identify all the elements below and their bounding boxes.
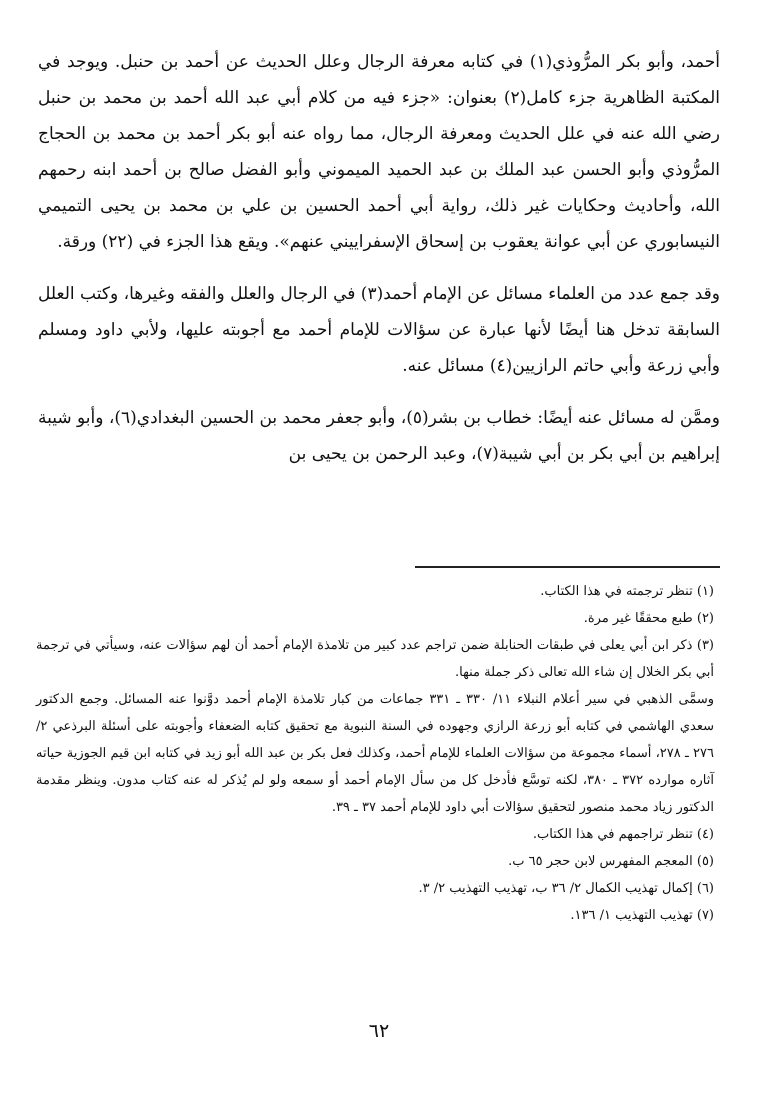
footnote-7: (٧) تهذيب التهذيب ١/ ١٣٦. [570, 908, 714, 923]
page-number: ٦٢ [368, 1020, 390, 1042]
footnotes [36, 578, 714, 929]
main-text [38, 44, 720, 472]
footnote-2: (٢) طبع محققًا غير مرة. [583, 611, 714, 626]
paragraph-1: أحمد، وأبو بكر المرُّوذي(١) في كتابه معرفة الرجال وعلل الحديث عن أحمد بن حنبل. ويوجد في المكتبة الظاهرية جزء كامل(٢) بعنوان: «جزء فيه من كلام أبي عبد الله أحمد بن محمد بن حنبل رضي الله عنه في علل الحديث ومعرفة الرجال، مما رواه عنه أبو بكر أحمد بن محمد بن الحجاج المرُّوذي وأبو الحسن عبد الملك بن عبد الحميد الميموني وأبو الفضل صالح بن أحمد ابنه رحمهم الله، وأحاديث وحكايات غير ذلك، رواية أبي أحمد الحسين بن علي بن محمد بن يحيى التميمي النيسابوري عن أبي عوانة يعقوب بن إسحاق الإسفراييني عنهم». ويقع هذا الجزء في (٢٢) ورقة. [38, 52, 720, 252]
footnote-3-continued: وسمَّى الذهبي في سير أعلام النبلاء ١١/ ٣٣٠ ـ ٣٣١ جماعات من كبار تلامذة الإمام أحمد دوَّنوا عنه المسائل. وجمع الدكتور سعدي الهاشمي في كتابه أبو زرعة الرازي وجهوده في السنة النبوية مع تحقيق كتابه الضعفاء وأجوبته على أسئلة البرذعي ٢/ ٢٧٦ ـ ٢٧٨، أسماء مجموعة من سؤالات العلماء للإمام أحمد، وكذلك فعل بكر بن عبد الله أبو زيد في كتابه ابن قيم الجوزية حياته آثاره موارده ٣٧٢ ـ ٣٨٠، لكنه توسَّع فأدخل كل من سأل الإمام أحمد أو سمعه ولو لم يُذكر له عنه كتاب مدون. وينظر مقدمة الدكتور زياد محمد منصور لتحقيق سؤالات أبي داود للإمام أحمد ٣٧ ـ ٣٩. [36, 692, 715, 815]
footnote-4: (٤) تنظر تراجمهم في هذا الكتاب. [532, 827, 714, 842]
footnote-separator [415, 566, 720, 568]
footnote-6: (٦) إكمال تهذيب الكمال ٢/ ٣٦ ب، تهذيب التهذيب ٢/ ٣. [418, 881, 714, 896]
footnote-1: (١) تنظر ترجمته في هذا الكتاب. [540, 584, 714, 599]
footnote-3: (٣) ذكر ابن أبي يعلى في طبقات الحنابلة ضمن تراجم عدد كبير من تلامذة الإمام أحمد أن لهم سؤالات عنه، وسيأتي في ترجمة أبي بكر الخلال إن شاء الله تعالى ذكر جملة منها. [36, 638, 714, 680]
paragraph-3: وممَّن له مسائل عنه أيضًا: خطاب بن بشر(٥)، وأبو جعفر محمد بن الحسين البغدادي(٦)، وأبو شيبة إبراهيم بن أبي بكر بن أبي شيبة(٧)، وعبد الرحمن بن يحيى بن [38, 408, 720, 464]
paragraph-2: وقد جمع عدد من العلماء مسائل عن الإمام أحمد(٣) في الرجال والعلل والفقه وغيرها، وكتب العلل السابقة تدخل هنا أيضًا لأنها عبارة عن سؤالات للإمام أحمد مع أجوبته عليها، ولأبي داود ومسلم وأبي زرعة وأبي حاتم الرازيين(٤) مسائل عنه. [38, 284, 721, 376]
footnote-5: (٥) المعجم المفهرس لابن حجر ٦٥ ب. [508, 854, 714, 869]
